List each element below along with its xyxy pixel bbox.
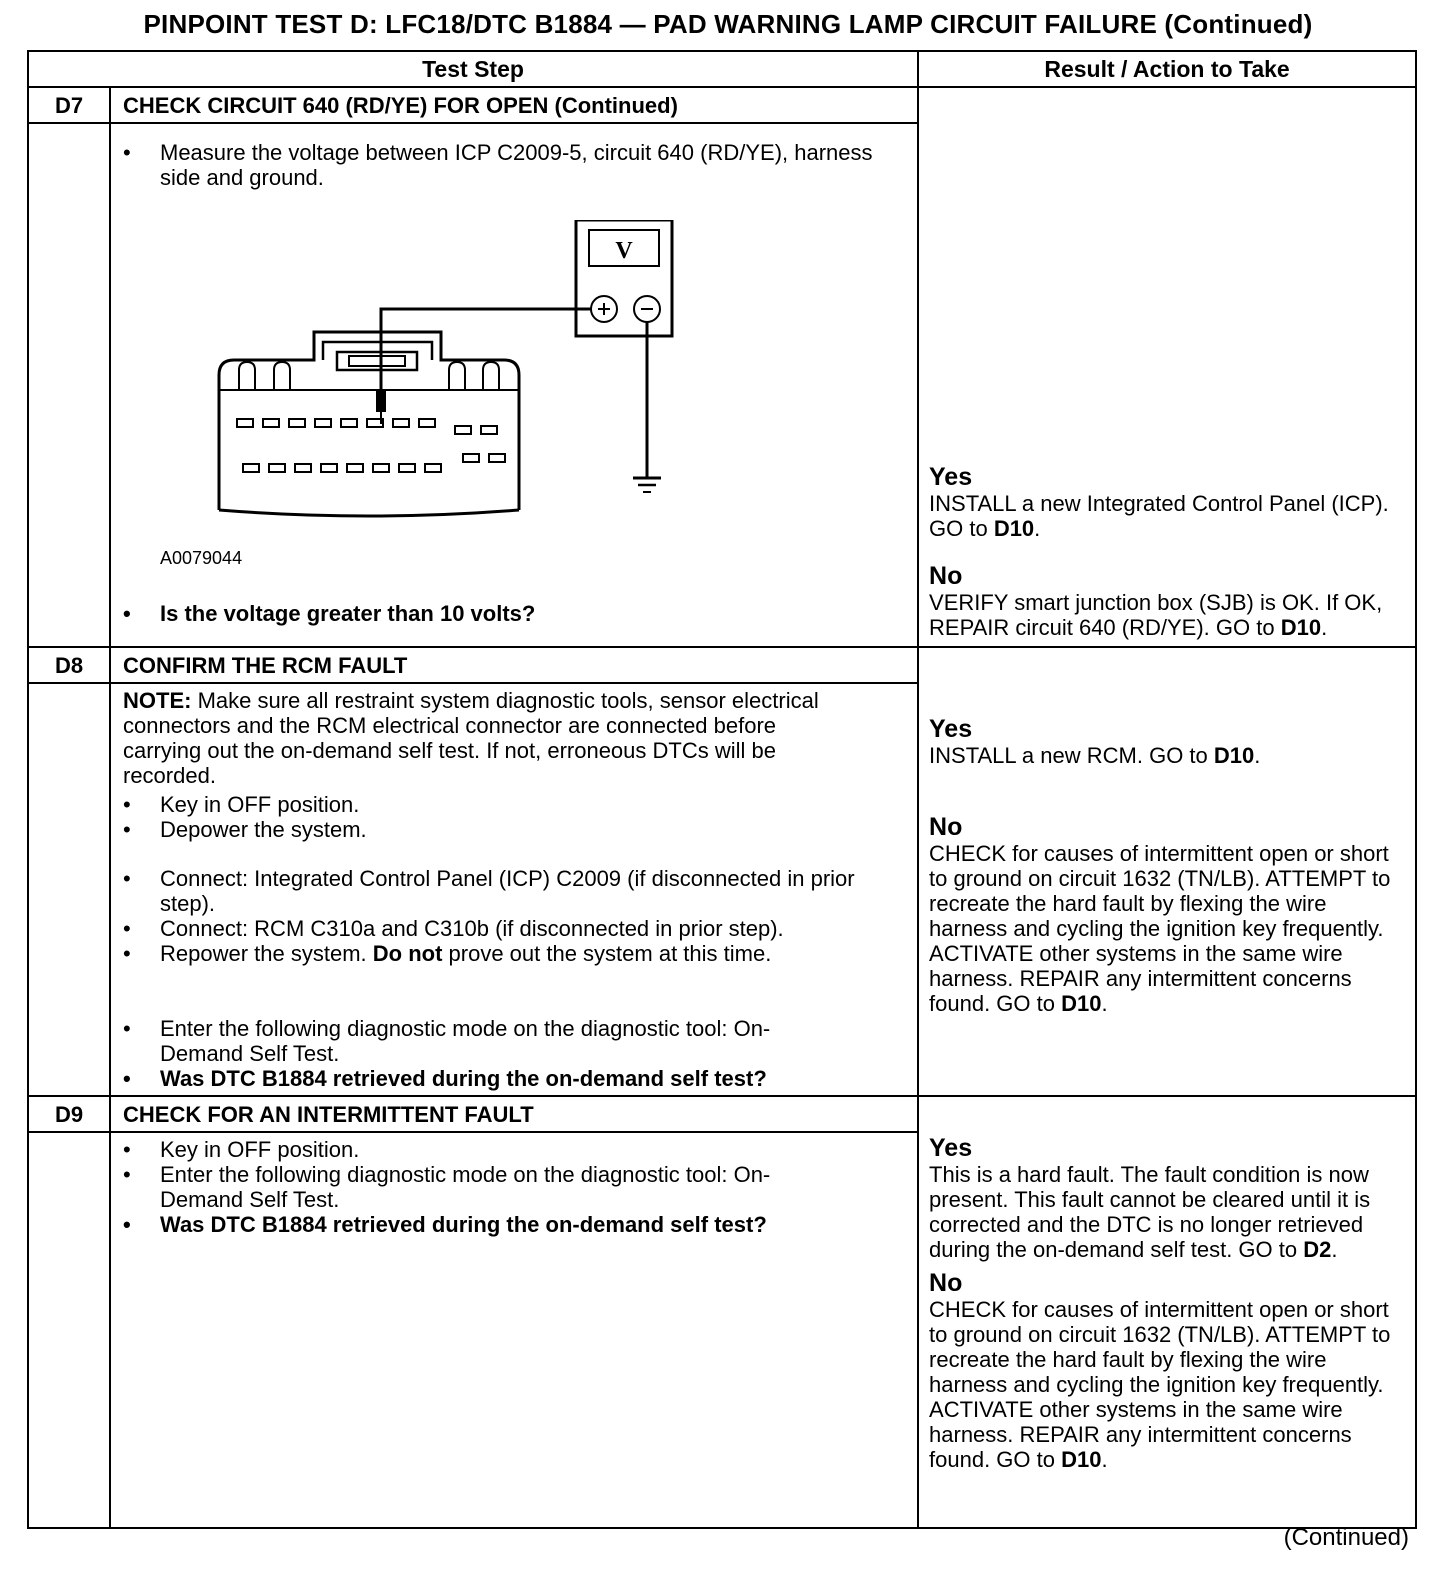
yes-label: Yes xyxy=(929,463,973,491)
step-question: • Was DTC B1884 retrieved during the on-demand self test? xyxy=(123,1212,909,1237)
instruction-bullet: • Depower the system. xyxy=(123,817,909,842)
step-d8-body xyxy=(110,683,918,1096)
yes-action: INSTALL a new Integrated Control Panel (ICP). GO to D10. xyxy=(929,491,1389,541)
step-title: CHECK CIRCUIT 640 (RD/YE) FOR OPEN (Continued) xyxy=(110,87,918,123)
table-header-row xyxy=(28,51,1416,87)
no-label: No xyxy=(929,813,963,841)
step-id-spacer xyxy=(28,123,110,647)
header-test-step: Test Step xyxy=(28,51,918,87)
instruction-bullet: • Key in OFF position. xyxy=(123,792,909,817)
header-result: Result / Action to Take xyxy=(918,51,1416,87)
no-action: CHECK for causes of intermittent open or short to ground on circuit 1632 (TN/LB). ATTEMPT to recreate the hard fault by flexing the wire harness and cycling the ignition key frequently. ACTIVATE other systems in the same wire harness. REPAIR any intermittent concerns found. GO to D10. xyxy=(929,1297,1391,1472)
instruction-bullet: • Key in OFF position. xyxy=(123,1137,909,1162)
instruction-bullet: • Measure the voltage between ICP C2009-5, circuit 640 (RD/YE), harness side and ground. xyxy=(123,140,909,190)
yes-label: Yes xyxy=(929,715,973,743)
step-id-spacer xyxy=(28,683,110,1096)
pinpoint-test-table xyxy=(27,50,1417,1529)
step-id: D8 xyxy=(28,647,110,683)
instruction-bullet: • Enter the following diagnostic mode on the diagnostic tool: On-Demand Self Test. xyxy=(123,1016,909,1066)
instruction-bullet: • Connect: RCM C310a and C310b (if disconnected in prior step). xyxy=(123,916,909,941)
figure-id: A0079044 xyxy=(160,548,243,568)
step-d7-result xyxy=(918,87,1416,647)
instruction-bullet: • Enter the following diagnostic mode on the diagnostic tool: On-Demand Self Test. xyxy=(123,1162,909,1212)
no-action: CHECK for causes of intermittent open or short to ground on circuit 1632 (TN/LB). ATTEMPT to recreate the hard fault by flexing the wire harness and cycling the ignition key frequently. ACTIVATE other systems in the same wire harness. REPAIR any intermittent concerns found. GO to D10. xyxy=(929,841,1391,1016)
step-d9-title-row xyxy=(28,1096,1416,1132)
yes-action: INSTALL a new RCM. GO to D10. xyxy=(929,743,1261,768)
step-question: • Was DTC B1884 retrieved during the on-demand self test? xyxy=(123,1066,909,1091)
no-label: No xyxy=(929,562,963,590)
instruction-bullet: • Connect: Integrated Control Panel (ICP) C2009 (if disconnected in prior step). xyxy=(123,866,909,916)
step-id-spacer xyxy=(28,1132,110,1528)
page-title: PINPOINT TEST D: LFC18/DTC B1884 — PAD WARNING LAMP CIRCUIT FAILURE (Continued) xyxy=(143,9,1313,39)
step-question: • Is the voltage greater than 10 volts? xyxy=(123,601,909,626)
no-action: VERIFY smart junction box (SJB) is OK. If OK, REPAIR circuit 640 (RD/YE). GO to D10. xyxy=(929,590,1383,640)
yes-label: Yes xyxy=(929,1134,973,1162)
step-d7-title-row xyxy=(28,87,1416,123)
step-title: CHECK FOR AN INTERMITTENT FAULT xyxy=(110,1096,918,1132)
step-d9-body xyxy=(110,1132,918,1528)
step-title: CONFIRM THE RCM FAULT xyxy=(110,647,918,683)
step-d8-result xyxy=(918,647,1416,1096)
step-id: D7 xyxy=(28,87,110,123)
continued-footer: (Continued) xyxy=(1283,1524,1409,1551)
ground-symbol-icon xyxy=(633,478,661,492)
note-text: NOTE: Make sure all restraint system diagnostic tools, sensor electrical connectors and the RCM electrical connector are connected before carrying out the on-demand self test. If not, erroneous DTCs will be recorded. xyxy=(123,688,819,788)
connector-pins xyxy=(237,419,505,472)
voltmeter-unit-label: V xyxy=(615,238,633,264)
step-d8-title-row xyxy=(28,647,1416,683)
yes-action: This is a hard fault. The fault condition is now present. This fault cannot be cleared until it is corrected and the DTC is no longer retrieved during the on-demand self test. GO to D2. xyxy=(929,1162,1371,1262)
connector-voltmeter-diagram xyxy=(199,220,679,520)
no-label: No xyxy=(929,1269,963,1297)
probe-tip xyxy=(376,390,386,412)
step-d7-body xyxy=(110,123,918,647)
instruction-bullet: • Repower the system. Do not prove out the system at this time. xyxy=(123,941,909,966)
step-id: D9 xyxy=(28,1096,110,1132)
probe-lead xyxy=(381,309,591,390)
step-d9-result xyxy=(918,1096,1416,1528)
